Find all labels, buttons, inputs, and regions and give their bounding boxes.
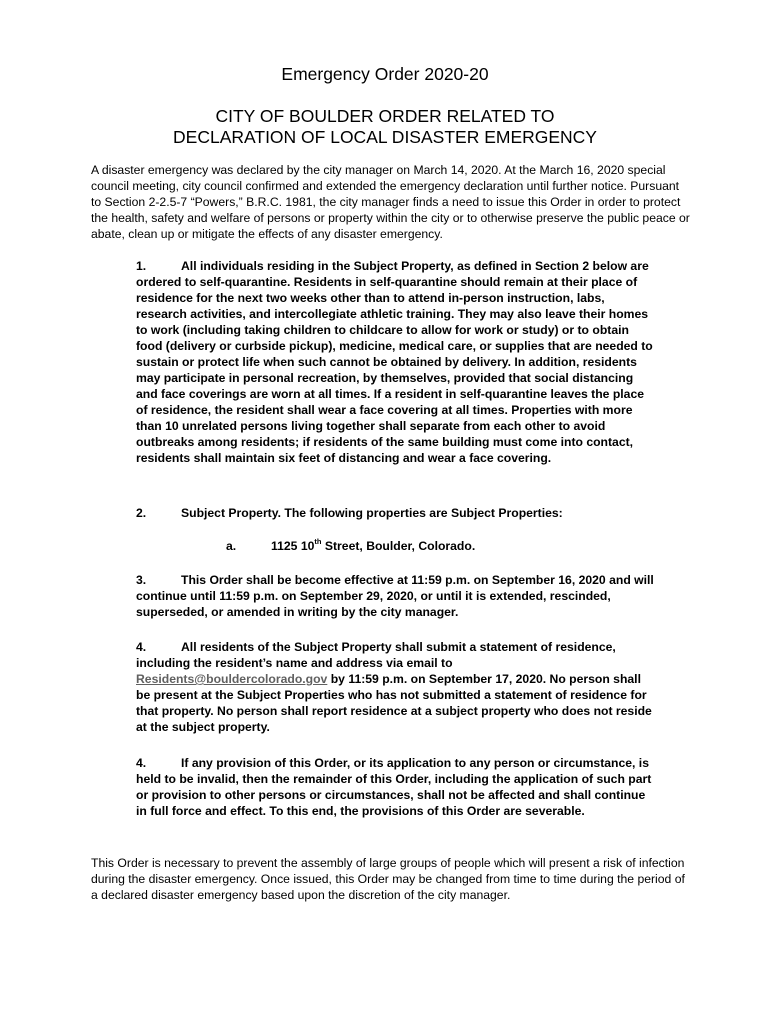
email-link[interactable]: Residents@bouldercolorado.gov — [136, 672, 328, 686]
item-text: This Order shall be become effective at 11:59 p.m. on September 16, 2020 and will continue until 11:59 p.m. on September 29, 2020, or until it is extended, rescinded, superseded, or amended in writing by the city manager. — [136, 573, 654, 619]
order-number: Emergency Order 2020-20 — [281, 64, 489, 84]
address-rest: Street, Boulder, Colorado. — [321, 539, 476, 553]
item-text: All individuals residing in the Subject Property, as defined in Section 2 below are ordered to self-quarantine. Residents in self-quarantine should remain at their place of residence for the next two weeks other than to attend in-person instruction, labs, research activities, and intercollegiate athletic training. They may also leave their homes to work (including taking children to childcare to allow for work or study) or to obtain food (delivery or curbside pickup), medicine, medical care, or supplies that are needed to sustain or protect life when such cannot be obtained by delivery. In addition, residents may participate in personal recreation, by themselves, provided that social distancing and face coverings are worn at all times. If a resident in self-quarantine leaves the place of residence, the resident shall wear a face covering at all times. Properties with more than 10 unrelated persons living together shall separate from each other to avoid outbreaks among residents; if residents of the same building must come into contact, residents shall maintain six feet of distancing and wear a face covering. — [136, 259, 653, 465]
item-number: 3. — [136, 573, 147, 587]
item-1 — [136, 258, 656, 466]
item-5 — [136, 755, 656, 819]
item-text-before: All residents of the Subject Property shall submit a statement of residence, including the resident’s name and address via email to — [136, 640, 616, 670]
item-text-after: by 11:59 p.m. on September 17, 2020. No person shall be present at the Subject Properties who has not submitted a statement of residence for that property. No person shall report residence at a subject property who does not reside at the subject property. — [136, 672, 652, 734]
title-line-1: CITY OF BOULDER ORDER RELATED TO — [215, 106, 555, 126]
subitem-a — [226, 539, 475, 553]
item-4 — [136, 639, 656, 735]
item-text: Subject Property. The following properties are Subject Properties: — [181, 506, 563, 520]
closing-paragraph: This Order is necessary to prevent the assembly of large groups of people which will present a risk of infection during the disaster emergency. Once issued, this Order may be changed from time to time during the period of a declared disaster emergency based upon the discretion of the city manager. — [91, 856, 685, 902]
title-line-2: DECLARATION OF LOCAL DISASTER EMERGENCY — [173, 127, 597, 147]
address-sup: th — [314, 537, 322, 546]
item-3 — [136, 572, 656, 620]
item-number: 1. — [136, 259, 147, 273]
item-number: 2. — [136, 506, 147, 520]
address-number: 1125 10 — [271, 539, 315, 553]
intro-paragraph: A disaster emergency was declared by the city manager on March 14, 2020. At the March 16, 2020 special council meeting, city council confirmed and extended the emergency declaration until further notice. Pursuant to Section 2-2.5-7 “Powers,” B.R.C. 1981, the city manager finds a need to issue this Order in order to protect the health, safety and welfare of persons or property within the city or to otherwise preserve the public peace or abate, clean up or mitigate the effects of any disaster emergency. — [91, 163, 690, 241]
item-text: If any provision of this Order, or its application to any person or circumstance, is held to be invalid, then the remainder of this Order, including the application of such part or provision to other persons or circumstances, shall not be affected and shall continue in full force and effect. To this end, the provisions of this Order are severable. — [136, 756, 652, 818]
subitem-letter: a. — [226, 539, 237, 553]
item-2 — [136, 505, 656, 521]
item-number: 4. — [136, 756, 147, 770]
item-number: 4. — [136, 640, 147, 654]
